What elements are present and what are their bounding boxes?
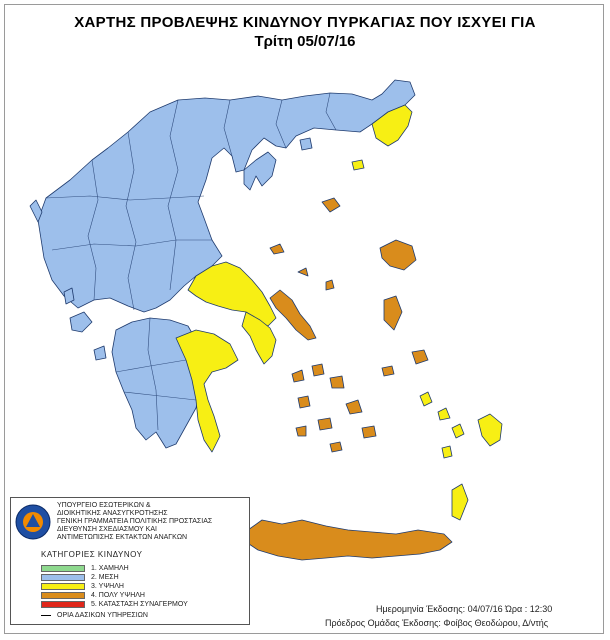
region-evia [270,290,316,340]
legend-item-low [41,564,129,572]
region-kefalonia [70,312,92,332]
agency-line: ΑΝΤΙΜΕΤΩΠΙΣΗΣ ΕΚΤΑΚΤΩΝ ΑΝΑΓΚΩΝ [57,534,188,541]
region-cyclades [292,364,376,452]
legend-label: 5. ΚΑΤΑΣΤΑΣΗ ΣΥΝΑΓΕΡΜΟΥ [91,600,188,608]
region-dodecanese [420,392,502,520]
legend-label: 1. ΧΑΜΗΛΗ [91,564,129,572]
region-crete [246,520,452,560]
swatch-high [41,583,85,590]
agency-line: ΥΠΟΥΡΓΕΙΟ ΕΣΩΤΕΡΙΚΩΝ & [57,502,151,509]
legend-item-alarm [41,600,188,608]
agency-line: ΔΙΟΙΚΗΤΙΚΗΣ ΑΝΑΣΥΓΚΡΟΤΗΣΗΣ [57,510,168,517]
civil-protection-logo [15,504,51,540]
agency-line: ΔΙΕΥΘΥΝΣΗ ΣΧΕΔΙΑΣΜΟΥ ΚΑΙ [57,526,157,533]
legend-label: 3. ΥΨΗΛΗ [91,582,124,590]
region-sporades [270,244,334,290]
legend-item-medium [41,573,119,581]
swatch-medium [41,574,85,581]
region-zakynthos [94,346,106,360]
agency-block [57,502,247,542]
legend-label: 2. ΜΕΣΗ [91,573,119,581]
region-chios [384,296,402,330]
map-title: ΧΑΡΤΗΣ ΠΡΟΒΛΕΨΗΣ ΚΙΝΔΥΝΟΥ ΠΥΡΚΑΓΙΑΣ ΠΟΥ ΙΣΧΥΕΙ ΓΙΑ [74,14,536,31]
boundary-line-icon [41,615,51,616]
issuing-team: Πρόεδρος Ομάδας Έκδοσης: Φοίβος Θεοδώρου, Δ/ντής [325,618,549,628]
risk-categories-title: ΚΑΤΗΓΟΡΙΕΣ ΚΙΝΔΥΝΟΥ [41,550,143,559]
legend-item-high [41,582,124,590]
swatch-low [41,565,85,572]
map-legend [10,497,250,625]
region-lesvos [380,240,416,270]
region-thasos [300,138,312,150]
swatch-very-high [41,592,85,599]
issue-date: Ημερομηνία Έκδοσης: 04/07/16 Ώρα : 12:30 [376,604,553,614]
map-date: Τρίτη 05/07/16 [254,33,356,50]
legend-item-boundary [41,612,148,619]
boundary-label: ΟΡΙΑ ΔΑΣΙΚΩΝ ΥΠΗΡΕΣΙΩΝ [57,612,148,619]
region-lemnos [322,198,340,212]
legend-label: 4. ΠΟΛΥ ΥΨΗΛΗ [91,591,145,599]
legend-item-very-high [41,591,145,599]
region-samothraki [352,160,364,170]
agency-line: ΓΕΝΙΚΗ ΓΡΑΜΜΑΤΕΙΑ ΠΟΛΙΤΙΚΗΣ ΠΡΟΣΤΑΣΙΑΣ [57,518,213,525]
swatch-alarm [41,601,85,608]
region-samos [382,350,428,376]
